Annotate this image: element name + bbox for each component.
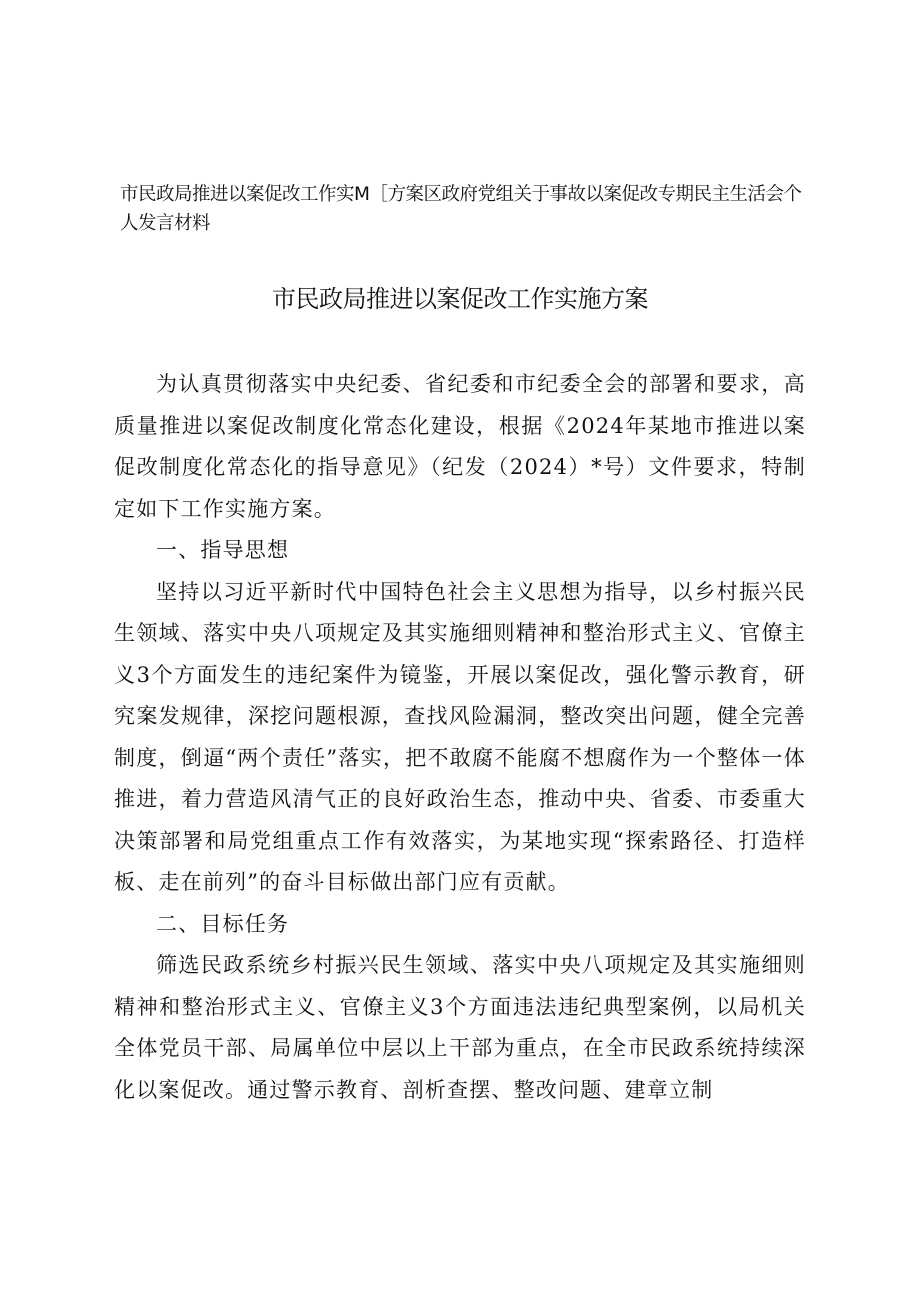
section-heading-guiding-ideology: 一、指导思想 (156, 538, 290, 562)
document-header: 市民政局推进以案促改工作实M［方案区政府党组关于事故以案促改专期民主生活会个人发言材料 (120, 184, 802, 234)
document-body (114, 364, 806, 1111)
intro-paragraph: 为认真贯彻落实中央纪委、省纪委和市纪委全会的部署和要求，高质量推进以案促改制度化常态化建设，根据《2024年某地市推进以案促改制度化常态化的指导意见》（纪发（2024）*号）文件要求，特制定如下工作实施方案。 (114, 372, 806, 521)
document-title: 市民政局推进以案促改工作实施方案 (272, 285, 648, 313)
section-heading-goals-tasks: 二、目标任务 (156, 911, 290, 936)
guiding-ideology-paragraph: 坚持以习近平新时代中国特色社会主义思想为指导，以乡村振兴民生领域、落实中央八项规定及其实施细则精神和整治形式主义、官僚主义3个方面发生的违纪案件为镜鉴，开展以案促改，强化警示教育，研究案发规律，深挖问题根源，查找风险漏洞，整改突出问题，健全完善制度，倒逼“两个责任”落实，把不敢腐不能腐不想腐作为一个整体一体推进，着力营造风清气正的良好政治生态，推动中央、省委、市委重大决策部署和局党组重点工作有效落实，为某地实现“探索路径、打造样板、走在前列”的奋斗目标做出部门应有贡献。 (114, 579, 806, 894)
goals-tasks-paragraph: 筛选民政系统乡村振兴民生领域、落实中央八项规定及其实施细则精神和整治形式主义、官僚主义3个方面违法违纪典型案例，以局机关全体党员干部、局属单位中层以上干部为重点，在全市民政系统持续深化以案促改。通过警示教育、剖析查摆、整改问题、建章立制 (114, 953, 806, 1102)
